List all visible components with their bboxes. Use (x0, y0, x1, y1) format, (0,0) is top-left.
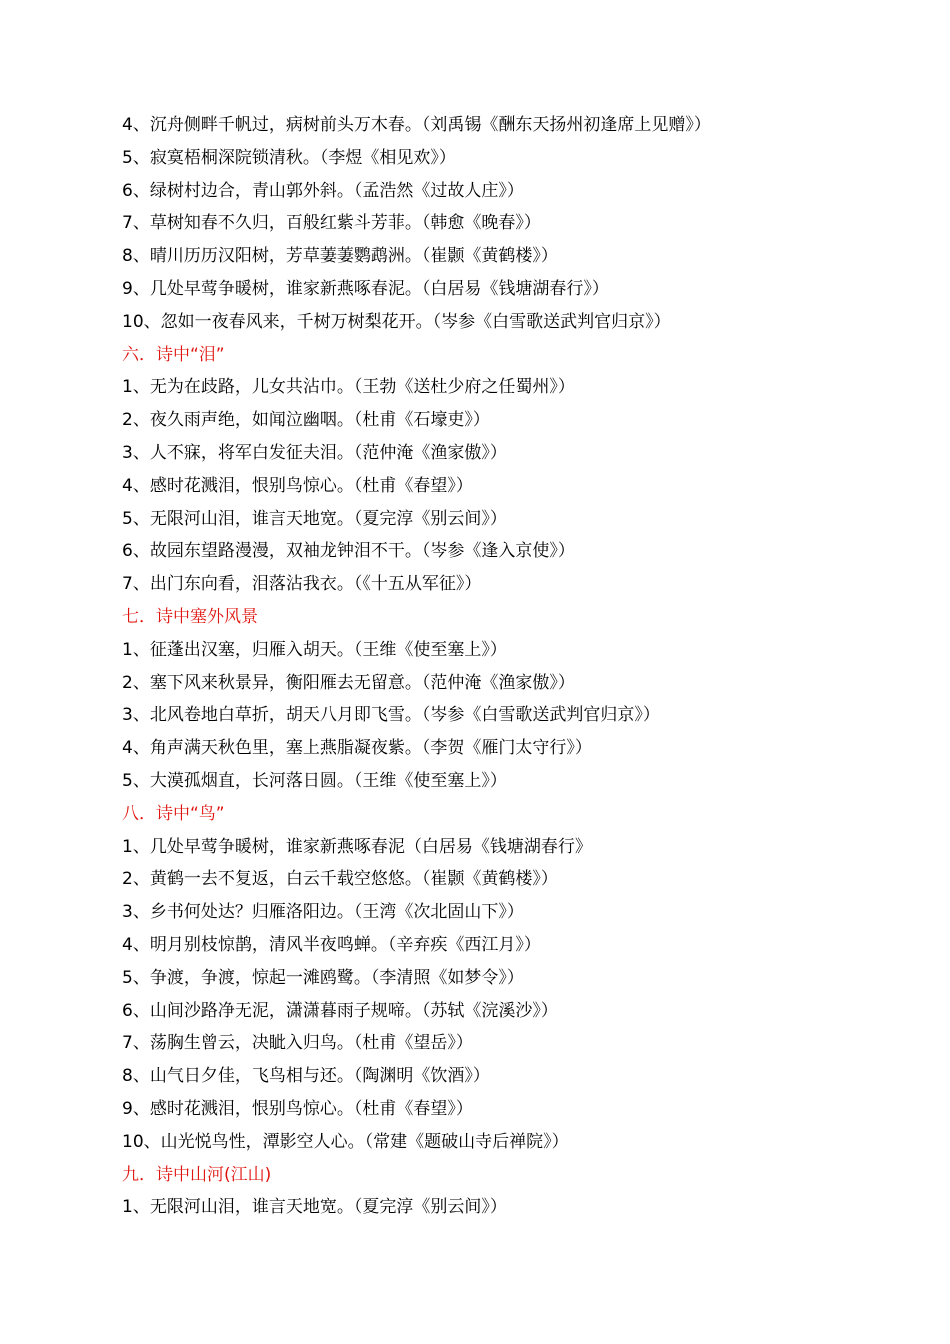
poem-line: 10、忽如一夜春风来，千树万树梨花开。（岑参《白雪歌送武判官归京》） (122, 311, 671, 332)
poem-line: 4、角声满天秋色里，塞上燕脂凝夜紫。（李贺《雁门太守行》） (122, 738, 592, 759)
poem-line: 2、黄鹤一去不复返，白云千载空悠悠。（崔颢《黄鹤楼》） (122, 869, 558, 890)
poem-line: 3、北风卷地白草折，胡天八月即飞雪。（岑参《白雪歌送武判官归京》） (122, 705, 660, 726)
poem-line: 9、几处早莺争暖树，谁家新燕啄春泥。（白居易《钱塘湖春行》） (122, 278, 609, 299)
poem-line: 5、无限河山泪，谁言天地宽。（夏完淳《别云间》） (122, 508, 507, 529)
poem-line: 6、故园东望路漫漫，双袖龙钟泪不干。（岑参《逢入京使》） (122, 541, 575, 562)
poem-line: 7、草树知春不久归，百般红紫斗芳菲。（韩愈《晚春》） (122, 213, 541, 234)
poem-line: 8、山气日夕佳，飞鸟相与还。（陶渊明《饮酒》） (122, 1066, 490, 1087)
poem-line: 9、感时花溅泪，恨别鸟惊心。（杜甫《春望》） (122, 1098, 473, 1119)
section-heading: 七．诗中塞外风景 (122, 606, 258, 627)
poem-line: 3、乡书何处达？归雁洛阳边。（王湾《次北固山下》） (122, 902, 524, 923)
poem-line: 10、山光悦鸟性，潭影空人心。（常建《题破山寺后禅院》） (122, 1131, 569, 1152)
section-heading: 六．诗中“泪” (122, 344, 225, 365)
poem-line: 7、荡胸生曾云，决眦入归鸟。（杜甫《望岳》） (122, 1033, 473, 1054)
poem-line: 1、征蓬出汉塞，归雁入胡天。（王维《使至塞上》） (122, 639, 507, 660)
poem-line: 7、出门东向看，泪落沾我衣。（《十五从军征》） (122, 574, 482, 595)
poem-line: 4、明月别枝惊鹊，清风半夜鸣蝉。（辛弃疾《西江月》） (122, 934, 541, 955)
poem-line: 5、寂寞梧桐深院锁清秋。（李煜《相见欢》） (122, 147, 456, 168)
poem-line: 1、无为在歧路，儿女共沾巾。（王勃《送杜少府之任蜀州》） (122, 377, 575, 398)
section-heading: 八．诗中“鸟” (122, 803, 225, 824)
poem-line: 6、绿树村边合，青山郭外斜。（孟浩然《过故人庄》） (122, 180, 524, 201)
poem-line: 1、无限河山泪，谁言天地宽。（夏完淳《别云间》） (122, 1197, 507, 1218)
poem-line: 6、山间沙路净无泥，潇潇暮雨子规啼。（苏轼《浣溪沙》） (122, 1000, 558, 1021)
poem-line: 5、争渡，争渡，惊起一滩鸥鹭。（李清照《如梦令》） (122, 967, 524, 988)
poem-line: 2、塞下风来秋景异，衡阳雁去无留意。（范仲淹《渔家傲》） (122, 672, 575, 693)
poem-line: 8、晴川历历汉阳树，芳草萋萋鹦鹉洲。（崔颢《黄鹤楼》） (122, 246, 558, 267)
poem-line: 4、沉舟侧畔千帆过，病树前头万木春。（刘禹锡《酬东天扬州初逢席上见赠》） (122, 115, 711, 135)
poem-line: 5、大漠孤烟直，长河落日圆。（王维《使至塞上》） (122, 770, 507, 791)
poem-line: 2、夜久雨声绝，如闻泣幽咽。（杜甫《石壕吏》） (122, 410, 490, 431)
poem-line: 3、人不寐，将军白发征夫泪。（范仲淹《渔家傲》） (122, 442, 507, 463)
section-heading: 九．诗中山河(江山) (122, 1164, 272, 1185)
poem-line: 1、几处早莺争暖树，谁家新燕啄春泥（白居易《钱塘湖春行》 (122, 836, 592, 857)
poem-list (122, 109, 902, 1224)
poem-line: 4、感时花溅泪，恨别鸟惊心。（杜甫《春望》） (122, 475, 473, 496)
